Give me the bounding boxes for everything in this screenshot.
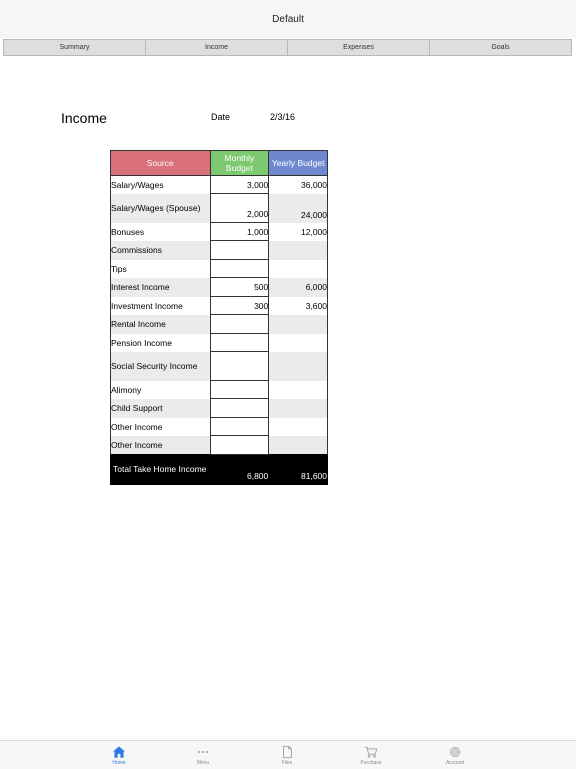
- nav-purchase[interactable]: [329, 741, 413, 769]
- yearly-cell: 24,000: [269, 194, 328, 223]
- monthly-cell[interactable]: [210, 334, 269, 352]
- monthly-cell[interactable]: [210, 260, 269, 278]
- section-tabs: [3, 39, 572, 56]
- nav-spacer: [0, 741, 77, 769]
- monthly-cell[interactable]: [210, 315, 269, 334]
- tab-income[interactable]: Income: [146, 40, 288, 55]
- nav-account[interactable]: [413, 741, 497, 769]
- row-source: Rental Income: [111, 315, 211, 334]
- tab-summary[interactable]: Summary: [4, 40, 146, 55]
- date-value[interactable]: 2/3/16: [270, 112, 296, 122]
- file-icon: [280, 745, 294, 759]
- home-icon: [112, 745, 126, 759]
- monthly-cell[interactable]: [210, 241, 269, 260]
- nav-menu[interactable]: [161, 741, 245, 769]
- total-row: [111, 455, 328, 485]
- monthly-cell[interactable]: [210, 399, 269, 418]
- yearly-cell: [269, 352, 328, 381]
- cart-icon: [364, 745, 378, 759]
- yearly-cell: [269, 260, 328, 278]
- row-source: Salary/Wages (Spouse): [111, 194, 211, 223]
- total-yearly: 81,600: [269, 455, 328, 485]
- yearly-cell: [269, 381, 328, 399]
- monthly-cell[interactable]: [210, 352, 269, 381]
- nav-files-label: Files: [281, 759, 293, 766]
- table-row: [111, 297, 328, 315]
- table-row: [111, 436, 328, 455]
- yearly-cell: 36,000: [269, 176, 328, 194]
- row-source: Investment Income: [111, 297, 211, 315]
- table-row: [111, 176, 328, 194]
- row-source: Salary/Wages: [111, 176, 211, 194]
- monthly-cell[interactable]: 500: [210, 278, 269, 297]
- table-row: [111, 418, 328, 436]
- yearly-cell: 3,600: [269, 297, 328, 315]
- table-row: [111, 278, 328, 297]
- tab-expenses[interactable]: Expenses: [288, 40, 430, 55]
- nav-menu-label: Menu: [196, 759, 210, 766]
- yearly-cell: [269, 241, 328, 260]
- monthly-cell[interactable]: 300: [210, 297, 269, 315]
- tab-goals[interactable]: Goals: [491, 44, 510, 51]
- row-source: Pension Income: [111, 334, 211, 352]
- monthly-cell[interactable]: 3,000: [210, 176, 269, 194]
- table-row: [111, 352, 328, 381]
- table-row: [111, 315, 328, 334]
- nav-home-label: Home: [112, 759, 126, 766]
- yearly-cell: [269, 334, 328, 352]
- header-yearly-budget: Yearly Budget: [269, 151, 328, 176]
- bottom-nav-bar: [0, 740, 576, 769]
- table-row: [111, 241, 328, 260]
- monthly-cell[interactable]: [210, 436, 269, 455]
- yearly-cell: [269, 315, 328, 334]
- gear-icon: [448, 745, 462, 759]
- income-table: [110, 150, 328, 485]
- date-label: Date: [211, 112, 231, 122]
- page-title: Income: [61, 110, 107, 126]
- row-source: Alimony: [111, 381, 211, 399]
- monthly-cell[interactable]: [210, 418, 269, 436]
- row-source: Social Security Income: [111, 352, 211, 381]
- row-source: Commissions: [111, 241, 211, 260]
- monthly-cell[interactable]: [210, 381, 269, 399]
- more-dots-icon: [196, 745, 210, 759]
- row-source: Interest Income: [111, 278, 211, 297]
- nav-account-label: Account: [445, 759, 465, 766]
- table-row: [111, 194, 328, 223]
- yearly-cell: 6,000: [269, 278, 328, 297]
- yearly-cell: [269, 399, 328, 418]
- table-row: [111, 334, 328, 352]
- yearly-cell: [269, 418, 328, 436]
- table-row: [111, 381, 328, 399]
- row-source: Tips: [111, 260, 211, 278]
- table-row: [111, 223, 328, 241]
- window-title-text: Default: [272, 13, 304, 25]
- monthly-cell[interactable]: 1,000: [210, 223, 269, 241]
- total-monthly: 6,800: [210, 455, 269, 485]
- row-source: Other Income: [111, 418, 211, 436]
- nav-home[interactable]: [77, 741, 161, 769]
- nav-purchase-label: Purchase: [360, 759, 382, 766]
- window-title: [0, 0, 576, 38]
- table-row: [111, 399, 328, 418]
- yearly-cell: 12,000: [269, 223, 328, 241]
- row-source: Bonuses: [111, 223, 211, 241]
- row-source: Other Income: [111, 436, 211, 455]
- monthly-cell[interactable]: 2,000: [210, 194, 269, 223]
- yearly-cell: [269, 436, 328, 455]
- total-label: Total Take Home Income: [111, 455, 211, 485]
- header-source: Source: [111, 151, 211, 176]
- nav-files[interactable]: [245, 741, 329, 769]
- table-row: [111, 260, 328, 278]
- header-monthly-budget: Monthly Budget: [210, 151, 269, 176]
- row-source: Child Support: [111, 399, 211, 418]
